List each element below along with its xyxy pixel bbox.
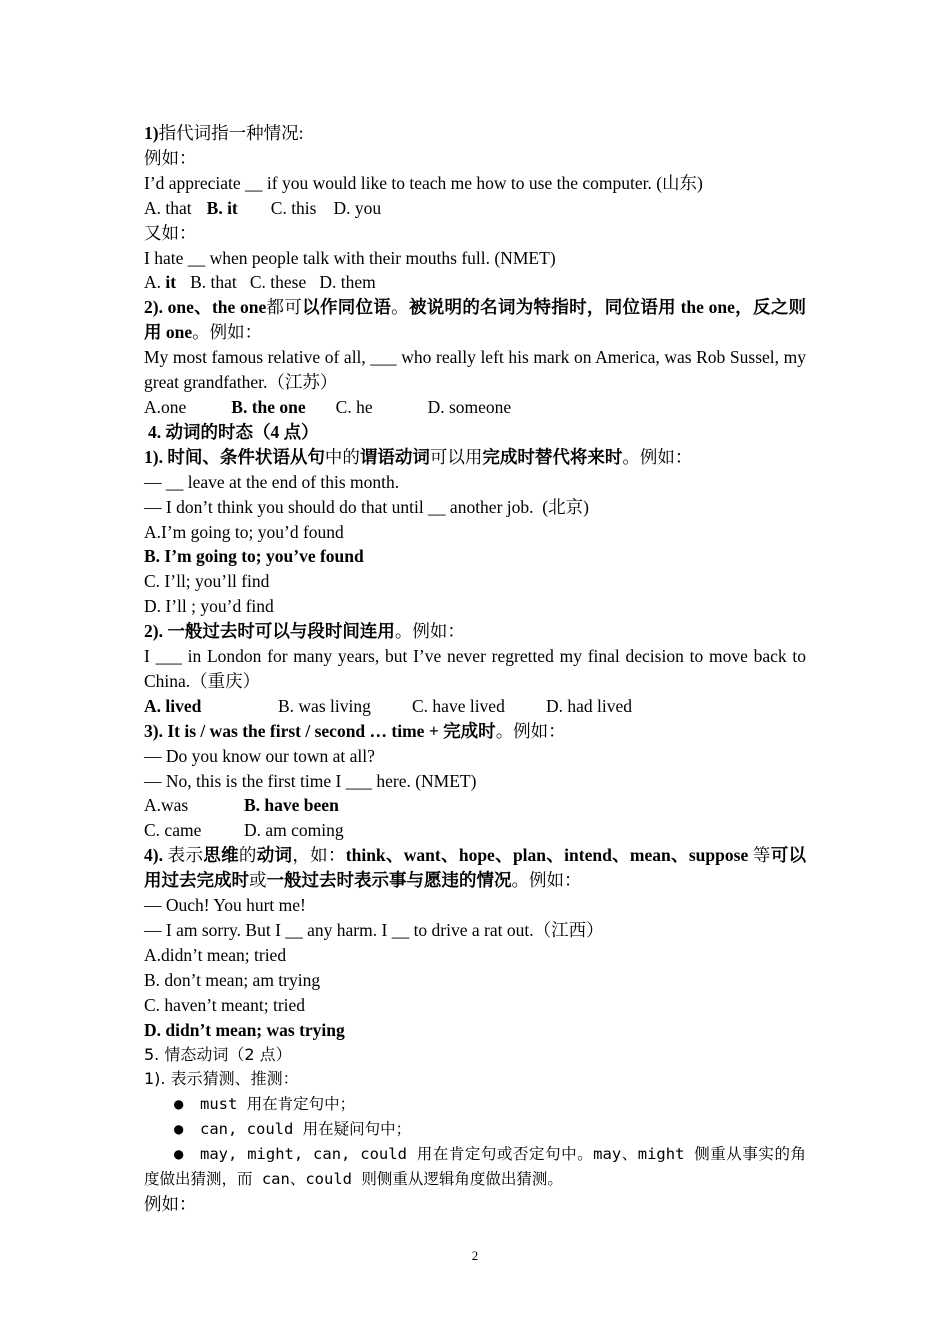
heading-number: 1) <box>144 123 159 143</box>
heading-part: 被说明的名词为特指时，同位语用 the one，反之则用 one <box>144 297 807 343</box>
option-b: B. was living <box>278 695 371 716</box>
option-a-label: A. <box>144 272 162 293</box>
heading-part: 完成时替代将来时 <box>482 446 623 467</box>
option-c: C. haven’t meant; tried <box>144 994 306 1015</box>
option-d: D. am coming <box>244 820 344 841</box>
example-label: 又如： <box>144 222 197 243</box>
bullet-item <box>144 1117 806 1142</box>
heading-part: 。例如： <box>622 446 693 467</box>
option-d-answer: D. didn’t mean; was trying <box>144 1019 345 1040</box>
heading-part: 以作同位语 <box>302 297 392 318</box>
heading-part: 2). one、the one <box>144 297 267 318</box>
heading-part: 可以用 <box>429 446 483 467</box>
option-c: C. this <box>270 197 317 218</box>
heading-part: 3). It is / was the first / second … time + 完成时 <box>144 720 496 741</box>
option-a: A.I’m going to; you’d found <box>144 521 344 542</box>
option-d: D. you <box>333 197 382 218</box>
question-text: I ___ in London for many years, but I’ve never regretted my final decision to move back to China.（重庆） <box>144 646 806 691</box>
heading-2 <box>144 295 806 345</box>
option-c: C. he <box>335 396 373 417</box>
heading-part: 都可 <box>266 297 303 318</box>
heading-part: 动词 <box>256 845 293 866</box>
option-a: A. that <box>144 197 192 218</box>
heading-1 <box>144 121 806 146</box>
options-rest: B. that C. these D. them <box>190 272 376 293</box>
dialogue-line: — __ leave at the end of this month. <box>144 471 400 492</box>
option-a: A.was <box>144 795 189 816</box>
question-text: My most famous relative of all, ___ who really left his mark on America, was Rob Sussel, my great grandfather.（江苏） <box>144 347 806 393</box>
point-2-heading <box>144 619 806 644</box>
heading-part: 2). 一般过去时可以与段时间连用 <box>144 621 395 642</box>
point-4-heading <box>144 843 806 893</box>
heading-part: 思维 <box>203 845 239 866</box>
sub-point-1: 1). 表示猜测、推测： <box>144 1069 299 1089</box>
bullet-item <box>144 1092 806 1117</box>
option-d: D. someone <box>427 396 512 417</box>
heading-part: 中的 <box>324 446 360 467</box>
option-c: C. I’ll; you’ll find <box>144 571 270 592</box>
point-1-heading <box>144 445 806 470</box>
option-b-answer: B. I’m going to; you’ve found <box>144 546 364 567</box>
bullet-text: may, might, can, could 用在肯定句或否定句中。may、might 侧重从事实的角度做出猜测，而 can、could 则侧重从逻辑角度做出猜测。 <box>144 1145 806 1189</box>
option-b-answer: B. the one <box>231 396 306 417</box>
section-5-title: 5. 情态动词（2 点） <box>144 1044 292 1064</box>
example-label: 例如： <box>144 147 197 168</box>
example-label: 例如： <box>144 1193 197 1214</box>
heading-part: 1). 时间、条件状语从句 <box>144 446 325 467</box>
option-a: A.one <box>144 396 187 417</box>
options-line <box>144 694 806 719</box>
bullet-text: must 用在肯定句中； <box>200 1095 356 1114</box>
dialogue-line: — No, this is the first time I ___ here. (NMET) <box>144 770 477 791</box>
section-4-title: 4. 动词的时态（4 点） <box>148 421 319 442</box>
question-text: I’d appreciate __ if you would like to teach me how to use the computer. (山东) <box>144 172 703 193</box>
options-line <box>144 818 806 843</box>
heading-part: 表示 <box>162 845 204 866</box>
heading-part: 4). <box>144 845 163 866</box>
bullet-item <box>144 1142 806 1192</box>
option-b-answer: B. it <box>206 197 238 218</box>
options-line <box>144 270 806 295</box>
dialogue-line: — Ouch! You hurt me! <box>144 895 306 916</box>
heading-part: 。例如： <box>394 621 465 642</box>
option-d: D. had lived <box>546 695 633 716</box>
heading-part: 谓语动词 <box>359 446 430 467</box>
option-a: A.didn’t mean; tried <box>144 944 287 965</box>
heading-part: 。 <box>391 297 409 318</box>
option-a-answer: A. lived <box>144 695 202 716</box>
option-b: B. don’t mean; am trying <box>144 969 321 990</box>
heading-part: 。例如： <box>192 322 263 343</box>
options-line <box>144 395 806 420</box>
bullet-icon: ● <box>174 1095 184 1114</box>
heading-part: 的 <box>238 845 257 866</box>
bullet-icon: ● <box>174 1145 184 1164</box>
bullet-icon: ● <box>174 1120 184 1139</box>
option-b-answer: B. have been <box>244 795 339 816</box>
option-d: D. I’ll ; you’d find <box>144 596 274 617</box>
heading-part: 可以用过去完成时 <box>144 845 807 891</box>
point-3-heading <box>144 719 806 744</box>
bullet-text: can, could 用在疑问句中； <box>200 1120 412 1139</box>
heading-text: 指代词指一种情况: <box>158 123 304 143</box>
option-c: C. have lived <box>412 695 505 716</box>
heading-part: 。例如： <box>495 720 566 741</box>
heading-part: 一般过去时表示事与愿违的情况 <box>266 870 512 891</box>
heading-part: 或 <box>249 870 267 891</box>
dialogue-line: — I don’t think you should do that until __ another job. (北京) <box>144 496 589 517</box>
dialogue-line: — Do you know our town at all? <box>144 745 375 766</box>
option-a-answer: it <box>165 272 177 293</box>
option-c: C. came <box>144 820 202 841</box>
heading-part: ，如： <box>292 845 346 866</box>
heading-part: 等 <box>748 845 771 866</box>
page-number: 2 <box>471 1248 479 1263</box>
dialogue-line: — I am sorry. But I __ any harm. I __ to drive a rat out.（江西） <box>144 920 604 940</box>
options-line <box>144 196 806 221</box>
heading-part: 。例如： <box>511 870 582 891</box>
document-body <box>144 121 806 1217</box>
options-line <box>144 793 806 818</box>
question-text: I hate __ when people talk with their mouths full. (NMET) <box>144 247 556 268</box>
heading-part: think、want、hope、plan、intend、mean、suppose <box>345 845 749 866</box>
